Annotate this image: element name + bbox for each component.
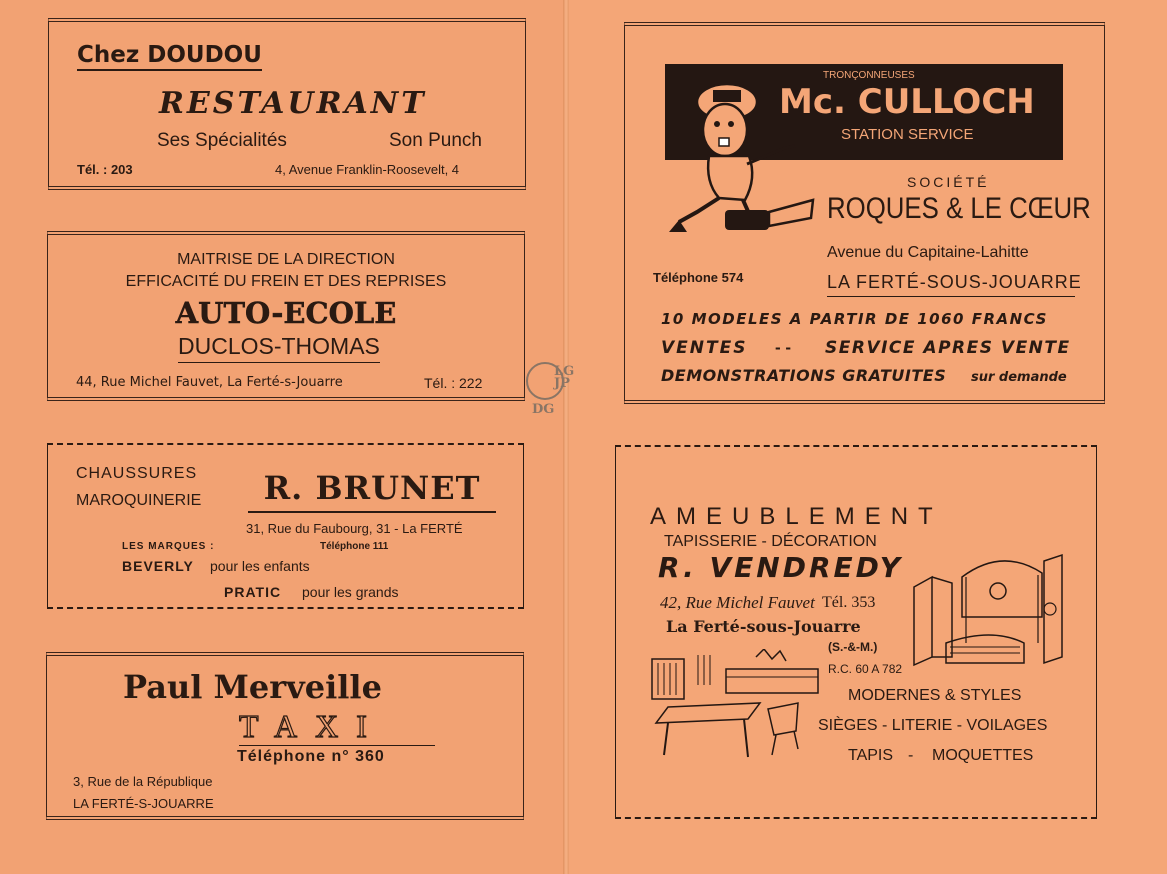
taxi-address2: LA FERTÉ-S-JOUARRE: [73, 796, 214, 811]
taxi-title: TAXI: [239, 708, 385, 744]
brunet-line2: MAROQUINERIE: [76, 492, 202, 509]
mcculloch-line2b: - -: [775, 338, 792, 357]
vendredy-line3b: -: [908, 747, 914, 764]
library-stamp: LG JP DG: [520, 362, 580, 422]
ad-auto-ecole: [47, 231, 525, 401]
mcculloch-brand: Mc. CULLOCH: [779, 82, 1035, 122]
vendredy-title: AMEUBLEMENT: [650, 503, 943, 530]
brunet-title: R. BRUNET: [248, 469, 496, 513]
brunet-brand1-desc: pour les enfants: [210, 558, 310, 574]
bedroom-illustration: [912, 547, 1068, 673]
brunet-address: 31, Rue du Faubourg, 31 - La FERTÉ: [246, 521, 463, 536]
ad-restaurant-doudou: [48, 18, 526, 190]
auto-ecole-tel: Tél. : 222: [424, 375, 483, 391]
brunet-brand2: PRATIC: [224, 584, 282, 600]
taxi-address1: 3, Rue de la République: [73, 774, 213, 789]
mcculloch-line3b: sur demande: [971, 370, 1067, 385]
brunet-brand1: BEVERLY: [122, 558, 194, 574]
brunet-brand2-desc: pour les grands: [302, 584, 399, 600]
vendredy-subtitle: TAPISSERIE - DÉCORATION: [664, 533, 877, 550]
brunet-tel: Téléphone 111: [320, 541, 389, 552]
vendredy-line2: SIÈGES - LITERIE - VOILAGES: [818, 717, 1048, 734]
vendredy-dept: (S.-&-M.): [828, 640, 878, 654]
auto-ecole-line2: EFFICACITÉ DU FREIN ET DES REPRISES: [125, 273, 447, 290]
auto-ecole-subtitle: DUCLOS-THOMAS: [178, 333, 380, 363]
taxi-rule: [239, 745, 435, 746]
mcculloch-line1: 10 MODELES A PARTIR DE 1060 FRANCS: [661, 310, 1048, 328]
vendredy-line1: MODERNES & STYLES: [848, 687, 1022, 704]
vendredy-name: R. VENDREDY: [658, 551, 903, 584]
ad-mcculloch: [624, 22, 1105, 404]
auto-ecole-address: 44, Rue Michel Fauvet, La Ferté-s-Jouarre: [76, 375, 343, 390]
restaurant-specialites: Ses Spécialités: [157, 130, 287, 151]
ad-brunet: [47, 443, 524, 609]
ad-taxi-merveille: [46, 652, 524, 820]
mcculloch-line3a: DEMONSTRATIONS GRATUITES: [661, 366, 947, 385]
vendredy-town: La Ferté-sous-Jouarre: [666, 617, 861, 636]
restaurant-tel: Tél. : 203: [77, 162, 133, 177]
mcculloch-banner-top: TRONÇONNEUSES: [823, 70, 915, 81]
auto-ecole-title: AUTO-ECOLE: [175, 296, 397, 330]
restaurant-punch: Son Punch: [389, 130, 482, 151]
vendredy-line3c: MOQUETTES: [932, 747, 1034, 764]
beaver-mascot-illustration: [665, 72, 815, 236]
mcculloch-street: Avenue du Capitaine-Lahitte: [827, 244, 1029, 261]
restaurant-address: 4, Avenue Franklin-Roosevelt, 4: [275, 162, 460, 177]
ad-ameublement-vendredy: [615, 445, 1097, 819]
restaurant-name: Chez DOUDOU: [77, 42, 262, 71]
mcculloch-company: ROQUES & LE CŒUR: [827, 192, 1091, 225]
vendredy-line3a: TAPIS: [848, 747, 894, 764]
living-room-illustration: [648, 649, 826, 761]
taxi-tel: Téléphone n° 360: [237, 748, 385, 765]
mcculloch-town: LA FERTÉ-SOUS-JOUARRE: [827, 272, 1075, 297]
brunet-marques-label: LES MARQUES :: [122, 541, 215, 552]
mcculloch-line2a: VENTES: [661, 338, 748, 358]
vendredy-address: 42, Rue Michel Fauvet: [660, 593, 815, 612]
brunet-line1: CHAUSSURES: [76, 465, 198, 482]
taxi-name: Paul Merveille: [123, 668, 382, 706]
mcculloch-banner-sub: STATION SERVICE: [841, 126, 974, 143]
mcculloch-societe: SOCIÉTÉ: [907, 174, 990, 190]
auto-ecole-line1: MAITRISE DE LA DIRECTION: [177, 251, 395, 268]
page-fold: [563, 0, 569, 874]
restaurant-title: RESTAURANT: [159, 86, 427, 121]
mcculloch-tel: Téléphone 574: [653, 270, 744, 285]
vendredy-rc: R.C. 60 A 782: [828, 662, 903, 676]
vendredy-tel: Tél. 353: [822, 594, 876, 611]
mcculloch-line2c: SERVICE APRES VENTE: [825, 338, 1071, 358]
